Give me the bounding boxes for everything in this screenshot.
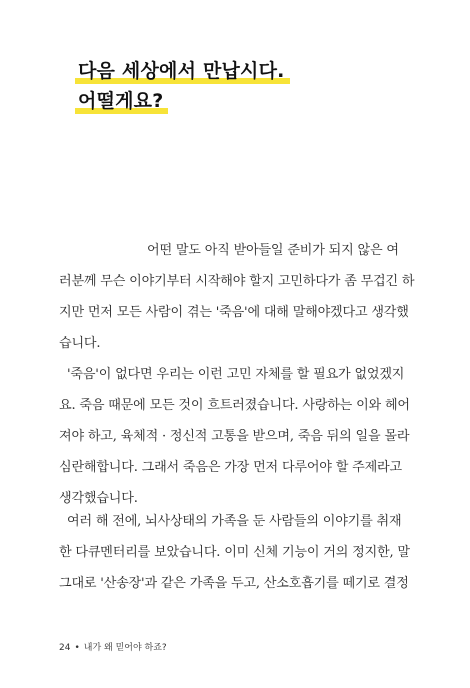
body-text-block bbox=[59, 506, 410, 599]
chapter-title-line-1: 다음 세상에서 만납시다. bbox=[78, 60, 285, 82]
paragraph-2-line: '죽음'이 없다면 우리는 이런 고민 자체를 할 필요가 없었겠지 bbox=[67, 367, 405, 382]
paragraph-3-line: 그대로 '산송장'과 같은 가족을 두고, 산소호흡기를 떼기로 결정 bbox=[59, 576, 409, 591]
page-number: 24 bbox=[59, 643, 71, 653]
page-footer bbox=[59, 640, 167, 653]
paragraph-2-line: 요. 죽음 때문에 모든 것이 흐트러졌습니다. 사랑하는 이와 헤어 bbox=[59, 398, 410, 413]
paragraph-2-line: 져야 하고, 육체적 · 정신적 고통을 받으며, 죽음 뒤의 일을 몰라 bbox=[59, 429, 410, 444]
chapter-title-line-2: 어떨게요? bbox=[78, 90, 164, 112]
footer-separator: • bbox=[74, 643, 80, 653]
paragraph-2-line: 심란해합니다. 그래서 죽음은 가장 먼저 다루어야 할 주제라고 bbox=[59, 460, 402, 475]
paragraph-2-line: 생각했습니다. bbox=[59, 491, 138, 506]
paragraph-1-line: 러분께 무슨 이야기부터 시작해야 할지 고민하다가 좀 무겁긴 하 bbox=[59, 274, 415, 289]
paragraph-1-line: 습니다. bbox=[59, 336, 101, 351]
body-text-block bbox=[59, 235, 415, 514]
paragraph-3-line: 한 다큐멘터리를 보았습니다. 이미 신체 기능이 거의 정지한, 말 bbox=[59, 545, 410, 560]
paragraph-1-line: 어떤 말도 아직 받아들일 준비가 되지 않은 여 bbox=[147, 243, 399, 258]
running-book-title: 내가 왜 믿어야 하죠? bbox=[83, 643, 167, 653]
paragraph-3-line: 여러 해 전에, 뇌사상태의 가족을 둔 사람들의 이야기를 취재 bbox=[67, 514, 402, 529]
paragraph-1-line: 지만 먼저 모든 사람이 겪는 '죽음'에 대해 말해야겠다고 생각했 bbox=[59, 305, 409, 320]
